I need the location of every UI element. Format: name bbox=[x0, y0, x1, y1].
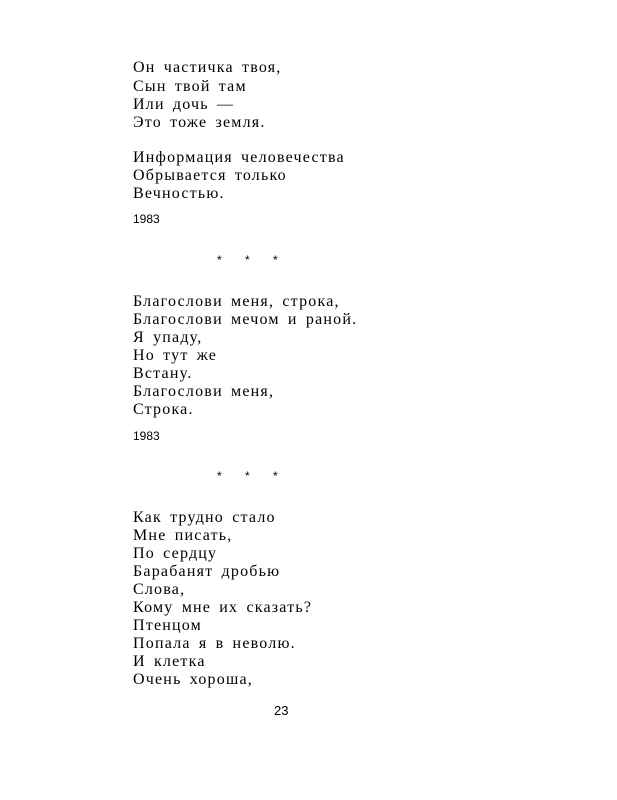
poem-line: Благослови мечом и раной. bbox=[133, 311, 358, 328]
poem-line: Очень хороша, bbox=[133, 671, 253, 688]
poem-line: Слова, bbox=[133, 581, 186, 598]
poem-line: Мне писать, bbox=[133, 527, 233, 544]
poem-line: По сердцу bbox=[133, 545, 218, 562]
poem-line: Строка. bbox=[133, 401, 194, 418]
poem-line: Вечностью. bbox=[133, 185, 225, 202]
poem-line: И клетка bbox=[133, 653, 206, 670]
poem-line: Птенцом bbox=[133, 617, 202, 634]
page-number: 23 bbox=[274, 703, 289, 718]
poem-line: Информация человечества bbox=[133, 149, 345, 166]
section-separator: * * * bbox=[217, 253, 288, 267]
poem-line: Как трудно стало bbox=[133, 509, 276, 526]
poem-line: Благослови меня, bbox=[133, 383, 275, 400]
poem-year: 1983 bbox=[133, 212, 160, 226]
poem-line: Сын твой там bbox=[133, 78, 247, 95]
section-separator: * * * bbox=[217, 469, 288, 483]
poem-line: Встану. bbox=[133, 365, 193, 382]
poem-year: 1983 bbox=[133, 429, 160, 443]
poem-line: Он частичка твоя, bbox=[133, 59, 282, 76]
poem-line: Это тоже земля. bbox=[133, 114, 266, 131]
poem-line: Обрывается только bbox=[133, 167, 287, 184]
poem-line: Благослови меня, строка, bbox=[133, 293, 340, 310]
poem-line: Барабанят дробью bbox=[133, 563, 281, 580]
poem-line: Я упаду, bbox=[133, 329, 203, 346]
poem-line: Или дочь — bbox=[133, 96, 235, 113]
poem-line: Попала я в неволю. bbox=[133, 635, 296, 652]
poem-line: Но тут же bbox=[133, 347, 218, 364]
poem-line: Кому мне их сказать? bbox=[133, 599, 313, 616]
